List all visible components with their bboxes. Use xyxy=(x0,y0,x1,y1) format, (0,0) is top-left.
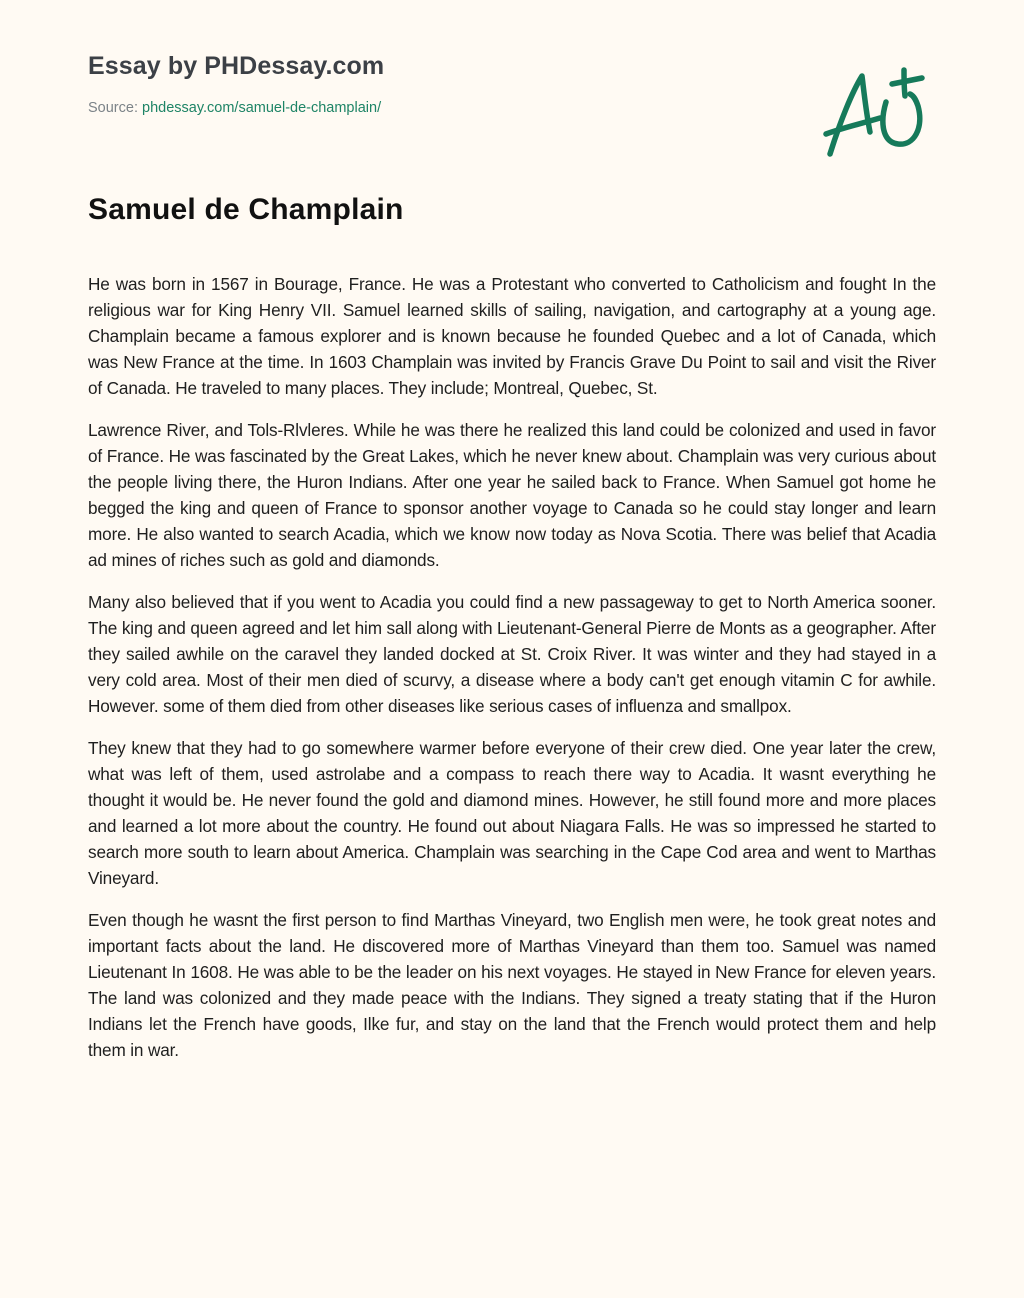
essay-paragraph: Even though he wasnt the first person to find Marthas Vineyard, two English men were, he took great notes and important facts about the land. He discovered more of Marthas Vineyard than them too. Samuel was named Lieutenant In 1608. He was able to be the leader on his next voyages. He stayed in New France for eleven years. The land was colonized and they made peace with the Indians. They signed a treaty stating that if the Huron Indians let the French have goods, Ilke fur, and stay on the land that the French would protect them and help them in war. xyxy=(88,910,936,1060)
brand-title: Essay by PHDessay.com xyxy=(88,52,385,80)
essay-paragraph: They knew that they had to go somewhere warmer before everyone of their crew died. One year later the crew, what was left of them, used astrolabe and a compass to reach there way to Acadia. It wasnt everything he thought it would be. He never found the gold and diamond mines. However, he still found more and more places and learned a lot more about the country. He found out about Niagara Falls. He was so impressed he started to search more south to learn about America. Champlain was searching in the Cape Cod area and went to Marthas Vineyard. xyxy=(88,738,936,888)
source-label: Source: xyxy=(88,100,142,116)
essay-body xyxy=(88,271,936,1079)
source-line xyxy=(88,98,788,118)
essay-paragraph: Lawrence River, and Tols-Rlvleres. While he was there he realized this land could be colonized and used in favor of France. He was fascinated by the Great Lakes, which he never knew about. Champlain was very curious about the people living there, the Huron Indians. After one year he sailed back to France. When Samuel got home he begged the king and queen of France to sponsor another voyage to Canada so he could stay longer and learn more. He also wanted to search Acadia, which we know now today as Nova Scotia. There was belief that Acadia ad mines of riches such as gold and diamonds. xyxy=(88,420,936,570)
essay-paragraph: Many also believed that if you went to Acadia you could find a new passageway to get to North America sooner. The king and queen agreed and let him sall along with Lieutenant-General Pierre de Monts as a geographer. After they sailed awhile on the caravel they landed docked at St. Croix River. It was winter and they had stayed in a very cold area. Most of their men died of scurvy, a disease where a body can't get enough vitamin C for awhile. However. some of them died from other diseases like serious cases of influenza and smallpox. xyxy=(88,592,936,716)
source-link[interactable]: phdessay.com/samuel-de-champlain/ xyxy=(142,100,382,116)
essay-paragraph: He was born in 1567 in Bourage, France. He was a Protestant who converted to Catholicism and fought In the religious war for King Henry VII. Samuel learned skills of sailing, navigation, and cartography at a young age. Champlain became a famous explorer and is known because he founded Quebec and a lot of Canada, which was New France at the time. In 1603 Champlain was invited by Francis Grave Du Point to sail and visit the River of Canada. He traveled to many places. They include; Montreal, Quebec, St. xyxy=(88,274,936,398)
page-header xyxy=(88,48,788,118)
essay-title: Samuel de Champlain xyxy=(88,193,404,226)
a-plus-grade-icon xyxy=(818,62,934,162)
